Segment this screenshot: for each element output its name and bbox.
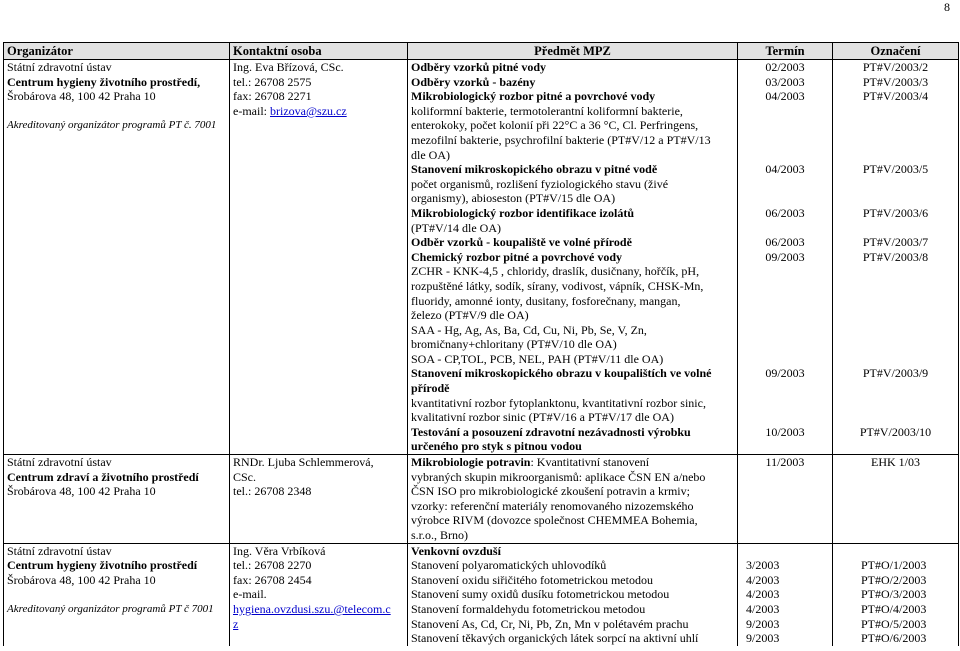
email-link[interactable]: hygiena.ovzdusi.szu.@telecom.c: [233, 601, 391, 616]
subject-desc: Stanovení formaldehydu fotometrickou metodou: [411, 601, 646, 616]
code-value: PT#V/2003/5: [862, 162, 929, 177]
subject-title: Mikrobiologie potravin: [411, 455, 531, 470]
subject-desc: ZCHR - KNK-4,5 , chloridy, draslík, dusičnany, hořčík, pH,: [411, 264, 700, 279]
code-value: PT#O/2/2003: [861, 572, 927, 587]
code-cell: [833, 543, 959, 646]
subject-desc: (PT#V/14 dle OA): [411, 220, 501, 235]
subject-desc: Stanovení As, Cd, Cr, Ni, Pb, Zn, Mn v polétavém prachu: [411, 616, 689, 631]
term-value: 4/2003: [746, 601, 780, 616]
contact-title: CSc.: [233, 469, 257, 484]
subject-desc: Stanovení oxidu siřičitého fotometrickou metodou: [411, 572, 653, 587]
subject-desc: vzorky: referenční materiály renomovaného nizozemského: [411, 498, 694, 513]
term-value: 9/2003: [746, 616, 780, 631]
subject-title: Odběry vzorků pitné vody: [411, 60, 547, 74]
code-value: EHK 1/03: [871, 455, 920, 470]
term-value: 10/2003: [765, 424, 805, 439]
code-value: PT#V/2003/4: [862, 89, 929, 104]
code-value: PT#O/6/2003: [861, 631, 927, 646]
subject-desc: počet organismů, rozlišení fyziologického stavu (živé: [411, 176, 669, 191]
org-accreditation: Akreditovaný organizátor programů PT č 7001: [7, 602, 214, 615]
organizer-cell: [4, 60, 230, 455]
organizer-cell: [4, 455, 230, 544]
subject-desc: Stanovení těkavých organických látek sorpcí na aktivní uhlí: [411, 631, 699, 646]
subject-title: Testování a posouzení zdravotní nezávadnosti výrobku: [411, 424, 691, 439]
code-value: PT#V/2003/9: [862, 366, 929, 381]
email-label: e-mail.: [233, 587, 267, 602]
table-row: [4, 455, 959, 544]
contact-cell: [230, 455, 408, 544]
contact-fax: fax: 26708 2271: [233, 89, 312, 104]
subject-desc: výrobce RIVM (dovozce společnost CHEMMEA Bohemia,: [411, 513, 698, 528]
subject-title: Stanovení mikroskopického obrazu v koupalištích ve volné: [411, 366, 712, 381]
header-contact: Kontaktní osoba: [230, 43, 408, 60]
code-cell: [833, 60, 959, 455]
term-value: 4/2003: [746, 587, 780, 602]
table-row: [4, 60, 959, 455]
org-address: Šrobárova 48, 100 42 Praha 10: [7, 89, 156, 104]
term-value: 9/2003: [746, 631, 780, 646]
email-link[interactable]: brizova@szu.cz: [269, 103, 347, 118]
subject-desc: rozpuštěné látky, sodík, sírany, vodivost, vápník, CHSK-Mn,: [411, 278, 704, 293]
code-value: PT#O/5/2003: [861, 616, 927, 631]
code-value: PT#V/2003/8: [862, 249, 929, 264]
mpz-table: [3, 42, 959, 646]
org-center: Centrum hygieny životního prostředí: [7, 558, 198, 573]
subject-title: Mikrobiologický rozbor pitné a povrchové vody: [411, 89, 656, 104]
term-cell: [738, 60, 833, 455]
org-center: Centrum zdraví a životního prostředí: [7, 469, 199, 484]
subject-title: Odběr vzorků - koupaliště ve volné přírodě: [411, 235, 632, 250]
organizer-cell: [4, 543, 230, 646]
header-code: Označení: [833, 43, 959, 60]
contact-phone: tel.: 26708 2270: [233, 558, 312, 573]
org-address: Šrobárova 48, 100 42 Praha 10: [7, 572, 156, 587]
contact-cell: [230, 543, 408, 646]
subject-title: Mikrobiologický rozbor identifikace izolátů: [411, 205, 634, 220]
code-cell: [833, 455, 959, 544]
term-value: 3/2003: [746, 558, 780, 573]
term-value: 06/2003: [765, 205, 805, 220]
subject-desc: ČSN ISO pro mikrobiologické zkoušení potravin a krmiv;: [411, 484, 690, 499]
org-center: Centrum hygieny životního prostředí,: [7, 74, 201, 89]
subject-desc: s.r.o., Brno): [411, 528, 468, 542]
org-name: Státní zdravotní ústav: [7, 543, 112, 558]
subject-desc: SAA - Hg, Ag, As, Ba, Cd, Cu, Ni, Pb, Se, V, Zn,: [411, 322, 647, 337]
subject-title: Odběry vzorků - bazény: [411, 74, 536, 89]
header-subject: Předmět MPZ: [408, 43, 738, 60]
subject-cell: [408, 455, 738, 544]
subject-desc: Stanovení sumy oxidů dusíku fotometrickou metodou: [411, 587, 670, 602]
subject-desc: fluoridy, amonné ionty, dusitany, fosforečnany, mangan,: [411, 293, 681, 308]
subject-desc: SOA - CP,TOL, PCB, NEL, PAH (PT#V/11 dle OA): [411, 351, 664, 366]
subject-title: Venkovní ovzduší: [411, 543, 501, 558]
contact-name: Ing. Věra Vrbíková: [233, 543, 326, 558]
contact-fax: fax: 26708 2454: [233, 572, 312, 587]
term-cell: [738, 455, 833, 544]
code-value: PT#V/2003/6: [862, 205, 929, 220]
subject-cell: [408, 60, 738, 455]
code-value: PT#V/2003/10: [859, 424, 932, 439]
term-value: 02/2003: [765, 60, 805, 74]
code-value: PT#O/1/2003: [861, 558, 927, 573]
subject-desc: bromičnany+chloritany (PT#V/10 dle OA): [411, 337, 617, 352]
subject-desc: enterokoky, počet kolonií při 22°C a 36 °C, Cl. Perfringens,: [411, 118, 699, 133]
term-value: 09/2003: [765, 366, 805, 381]
subject-cell: [408, 543, 738, 646]
contact-phone: tel.: 26708 2575: [233, 74, 312, 89]
org-name: Státní zdravotní ústav: [7, 455, 112, 470]
contact-phone: tel.: 26708 2348: [233, 484, 312, 499]
subject-desc: koliformní bakterie, termotolerantní koliformní bakterie,: [411, 103, 683, 118]
term-cell: [738, 543, 833, 646]
email-label: e-mail:: [233, 103, 270, 118]
header-organizer: Organizátor: [4, 43, 230, 60]
email-link[interactable]: z: [233, 616, 239, 631]
subject-desc: Stanovení polyaromatických uhlovodíků: [411, 558, 607, 573]
subject-title: Stanovení mikroskopického obrazu v pitné vodě: [411, 162, 658, 177]
subject-desc: mezofilní bakterie, psychrofilní bakterie (PT#V/12 a PT#V/13: [411, 132, 711, 147]
header-term: Termín: [738, 43, 833, 60]
subject-desc: dle OA): [411, 147, 450, 162]
term-value: 03/2003: [765, 74, 805, 89]
org-name: Státní zdravotní ústav: [7, 60, 112, 74]
contact-name: Ing. Eva Břízová, CSc.: [233, 60, 344, 74]
subject-desc: železo (PT#V/9 dle OA): [411, 308, 529, 323]
code-value: PT#V/2003/7: [862, 235, 929, 250]
contact-name: RNDr. Ljuba Schlemmerová,: [233, 455, 374, 470]
code-value: PT#O/4/2003: [861, 601, 927, 616]
header-row: [4, 43, 959, 60]
subject-title: přírodě: [411, 381, 450, 396]
term-value: 4/2003: [746, 572, 780, 587]
subject-desc: organismy), abioseston (PT#V/15 dle OA): [411, 191, 616, 206]
code-value: PT#V/2003/3: [862, 74, 929, 89]
subject-desc: kvalitativní rozbor sinic (PT#V/16 a PT#V/17 dle OA): [411, 410, 674, 425]
table-row: [4, 543, 959, 646]
org-accreditation: Akreditovaný organizátor programů PT č. 7001: [7, 119, 217, 132]
code-value: PT#V/2003/2: [862, 60, 929, 74]
term-value: 09/2003: [765, 249, 805, 264]
term-value: 04/2003: [765, 162, 805, 177]
subject-desc: kvantitativní rozbor fytoplanktonu, kvantitativní rozbor sinic,: [411, 395, 706, 410]
term-value: 06/2003: [765, 235, 805, 250]
page-number: 8: [944, 0, 950, 14]
org-address: Šrobárova 48, 100 42 Praha 10: [7, 484, 156, 499]
subject-title: určeného pro styk s pitnou vodou: [411, 439, 582, 454]
contact-cell: [230, 60, 408, 455]
subject-title: Chemický rozbor pitné a povrchové vody: [411, 249, 623, 264]
subject-desc: : Kvantitativní stanovení: [530, 455, 650, 470]
term-value: 11/2003: [765, 455, 805, 470]
code-value: PT#O/3/2003: [861, 587, 927, 602]
subject-desc: vybraných skupin mikroorganismů: aplikace ČSN EN a/nebo: [411, 469, 706, 484]
term-value: 04/2003: [765, 89, 805, 104]
